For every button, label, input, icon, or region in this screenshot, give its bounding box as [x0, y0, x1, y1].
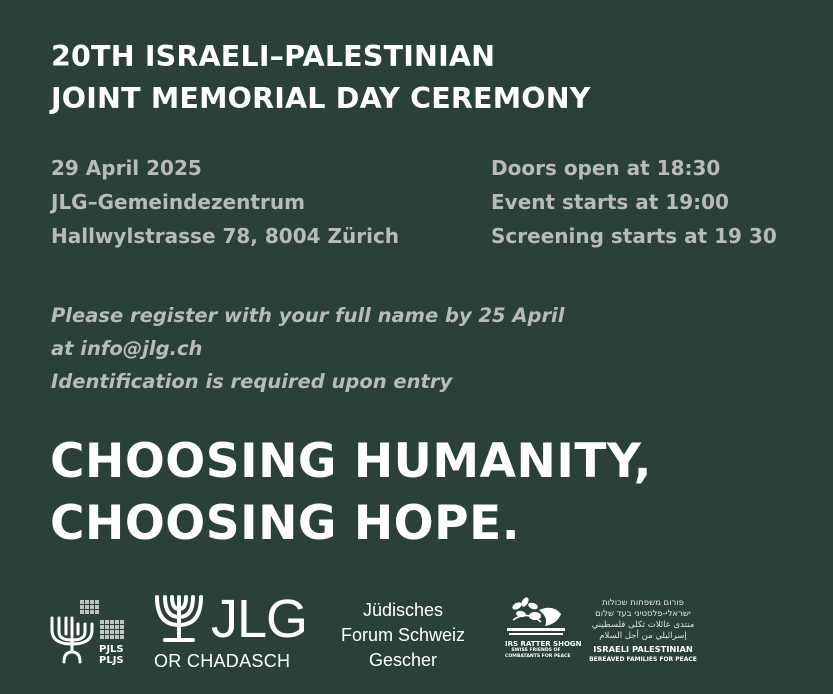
jlg-logo — [153, 589, 308, 671]
registration-note — [51, 299, 564, 398]
slogan-line-2: CHOOSING HOPE. — [50, 496, 521, 551]
sponsor-logos — [0, 590, 833, 680]
combatants-for-peace-logo — [505, 594, 582, 672]
registration-line-3: Identification is required upon entry — [51, 370, 453, 393]
ipbf-hebrew-line-1: פורום משפחות שכולות — [602, 598, 684, 608]
irs-line-2: SWISS FRIENDS OF — [511, 648, 561, 653]
screening-start-time: Screening starts at 19 30 — [491, 224, 777, 248]
jlg-subtitle: OR CHADASCH — [154, 651, 291, 671]
ipbf-arabic-line-1: منتدى عائلات ثكلى فلسطيني — [591, 620, 695, 630]
forum-line-2: Forum Schweiz — [340, 625, 466, 645]
irs-line-3: COMBATANTS FOR PEACE — [505, 654, 571, 659]
event-schedule-block — [491, 151, 777, 253]
event-location-block — [51, 151, 399, 253]
registration-line-1: Please register with your full name by 25 April — [51, 304, 565, 327]
event-venue: JLG–Gemeindezentrum — [51, 190, 305, 214]
irs-line-1: IRS RATTER SHOGN — [505, 640, 582, 648]
bereaved-families-logo — [588, 598, 698, 672]
event-title — [51, 36, 591, 120]
event-address: Hallwylstrasse 78, 8004 Zürich — [51, 224, 400, 248]
ipbf-arabic-line-2: إسرائيلي من أجل السلام — [599, 631, 687, 641]
slogan — [50, 431, 652, 555]
ipbf-hebrew-line-2: ישראלי-פלסטיני בעד שלום — [595, 609, 691, 619]
doors-open-time: Doors open at 18:30 — [491, 156, 721, 180]
pjls-text-1: PJLS — [99, 644, 124, 655]
jlg-wordmark: JLG — [211, 589, 308, 649]
registration-line-2: at info@jlg.ch — [51, 337, 203, 360]
forum-schweiz-logo — [318, 598, 488, 673]
ipbf-english-line-2: BEREAVED FAMILIES FOR PEACE — [589, 656, 697, 663]
event-title-line-2: JOINT MEMORIAL DAY CEREMONY — [51, 82, 591, 115]
event-title-line-1: 20TH ISRAELI–PALESTINIAN — [51, 40, 496, 73]
slogan-line-1: CHOOSING HUMANITY, — [50, 434, 652, 489]
jlg-menorah-icon — [153, 595, 209, 649]
olive-branch-icon — [505, 594, 567, 640]
event-date: 29 April 2025 — [51, 156, 202, 180]
ipbf-english-line-1: ISRAELI PALESTINIAN — [593, 644, 693, 654]
pjls-logo — [50, 594, 130, 672]
pjls-text-2: PLJS — [99, 655, 124, 666]
event-start-time: Event starts at 19:00 — [491, 190, 729, 214]
forum-line-3: Gescher — [368, 650, 438, 670]
forum-line-1: Jüdisches — [362, 600, 444, 620]
